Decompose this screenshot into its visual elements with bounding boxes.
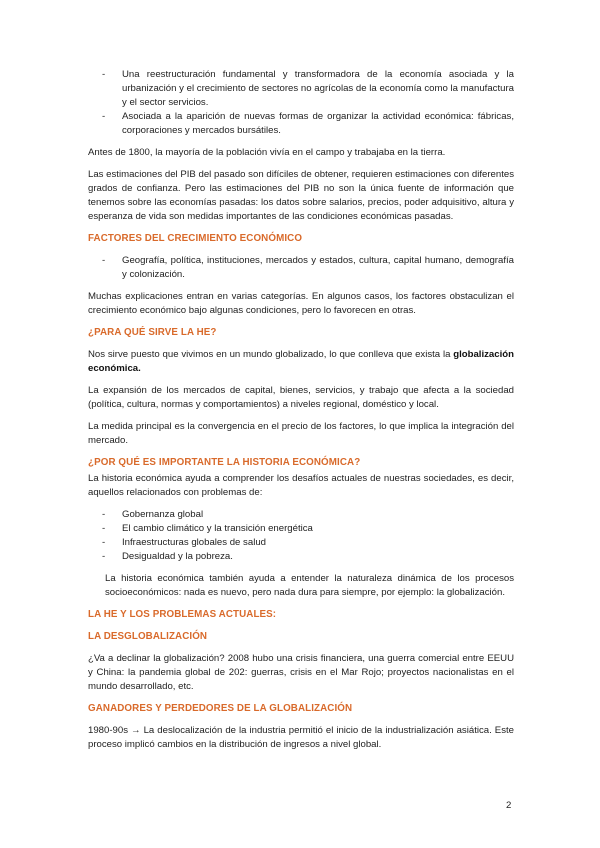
paragraph-expansion: La expansión de los mercados de capital, bienes, servicios, y trabajo que afecta a la sociedad (política, cultura, normas y comportamientos) a niveles regional, doméstico y local. xyxy=(88,385,514,410)
factores-bullet-list xyxy=(88,254,514,282)
paragraph-desglobalizacion: ¿Va a declinar la globalización? 2008 hubo una crisis financiera, una guerra comercial entre EEUU y China: la pandemia global de 202: guerras, crisis en el Mar Rojo; proyectos nacionalistas en el mundo desarrollado, etc. xyxy=(88,653,514,692)
paragraph-ayuda: La historia económica ayuda a comprender los desafíos actuales de nuestras sociedades, es decir, aquellos relacionados con problemas de: xyxy=(88,473,514,498)
heading-para-que-sirve: ¿PARA QUÉ SIRVE LA HE? xyxy=(88,327,217,338)
heading-desglobalizacion: LA DESGLOBALIZACIÓN xyxy=(88,631,208,642)
list-item: - Asociada a la aparición de nuevas formas de organizar la actividad económica: fábricas, corporaciones y mercados bursátiles. xyxy=(88,110,514,138)
heading-importante: ¿POR QUÉ ES IMPORTANTE LA HISTORIA ECONÓMICA? xyxy=(88,457,361,468)
paragraph-sirve-text: Nos sirve puesto que vivimos en un mundo globalizado, lo que conlleva que exista la xyxy=(88,349,454,360)
paragraph-ganadores: 1980-90s → La deslocalización de la industria permitió el inicio de la industrialización asiática. Este proceso implicó cambios en la distribución de ingresos a nivel global. xyxy=(88,725,514,750)
globalizacion-economica-bold: globalización económica. xyxy=(88,349,514,374)
list-item: - Desigualdad y la pobreza. xyxy=(88,550,514,564)
list-item: - El cambio climático y la transición energética xyxy=(88,522,514,536)
problemas-bullet-list xyxy=(88,508,514,564)
paragraph-medida: La medida principal es la convergencia en el precio de los factores, lo que implica la integración del mercado. xyxy=(88,421,514,446)
list-item: - Una reestructuración fundamental y transformadora de la economía asociada y la urbanización y el crecimiento de sectores no agrícolas de la economía como la manufactura y el sector servicios. xyxy=(88,68,514,110)
paragraph-pib: Las estimaciones del PIB del pasado son difíciles de obtener, requieren estimaciones con diferentes grados de confianza. Pero las estimaciones del PIB no son la única fuente de información que tenemos sobre las economías pasadas: los datos sobre salarios, precios, poder adquisitivo, altura y esperanza de vida son medidas importantes de las condiciones económicas pasadas. xyxy=(88,169,514,222)
page-content xyxy=(88,68,514,760)
list-item: - Geografía, política, instituciones, mercados y estados, cultura, capital humano, demografía y colonización. xyxy=(88,254,514,282)
list-item: - Infraestructuras globales de salud xyxy=(88,536,514,550)
heading-factores: FACTORES DEL CRECIMIENTO ECONÓMICO xyxy=(88,233,303,244)
paragraph-1800: Antes de 1800, la mayoría de la población vivía en el campo y trabajaba en la tierra. xyxy=(88,147,446,158)
page-number: 2 xyxy=(506,800,512,811)
paragraph-explicaciones: Muchas explicaciones entran en varias categorías. En algunos casos, los factores obstaculizan el crecimiento económico bajo algunas condiciones, pero lo favorecen en otras. xyxy=(88,291,514,316)
paragraph-sirve xyxy=(88,348,514,376)
intro-bullet-list xyxy=(88,68,514,138)
list-item: - Gobernanza global xyxy=(88,508,514,522)
paragraph-naturaleza: La historia económica también ayuda a entender la naturaleza dinámica de los procesos socioeconómicos: nada es nuevo, pero nada dura para siempre, por ejemplo: la globalización. xyxy=(105,573,514,598)
heading-ganadores: GANADORES Y PERDEDORES DE LA GLOBALIZACIÓN xyxy=(88,703,353,714)
heading-he-problemas: LA HE Y LOS PROBLEMAS ACTUALES: xyxy=(88,609,277,620)
